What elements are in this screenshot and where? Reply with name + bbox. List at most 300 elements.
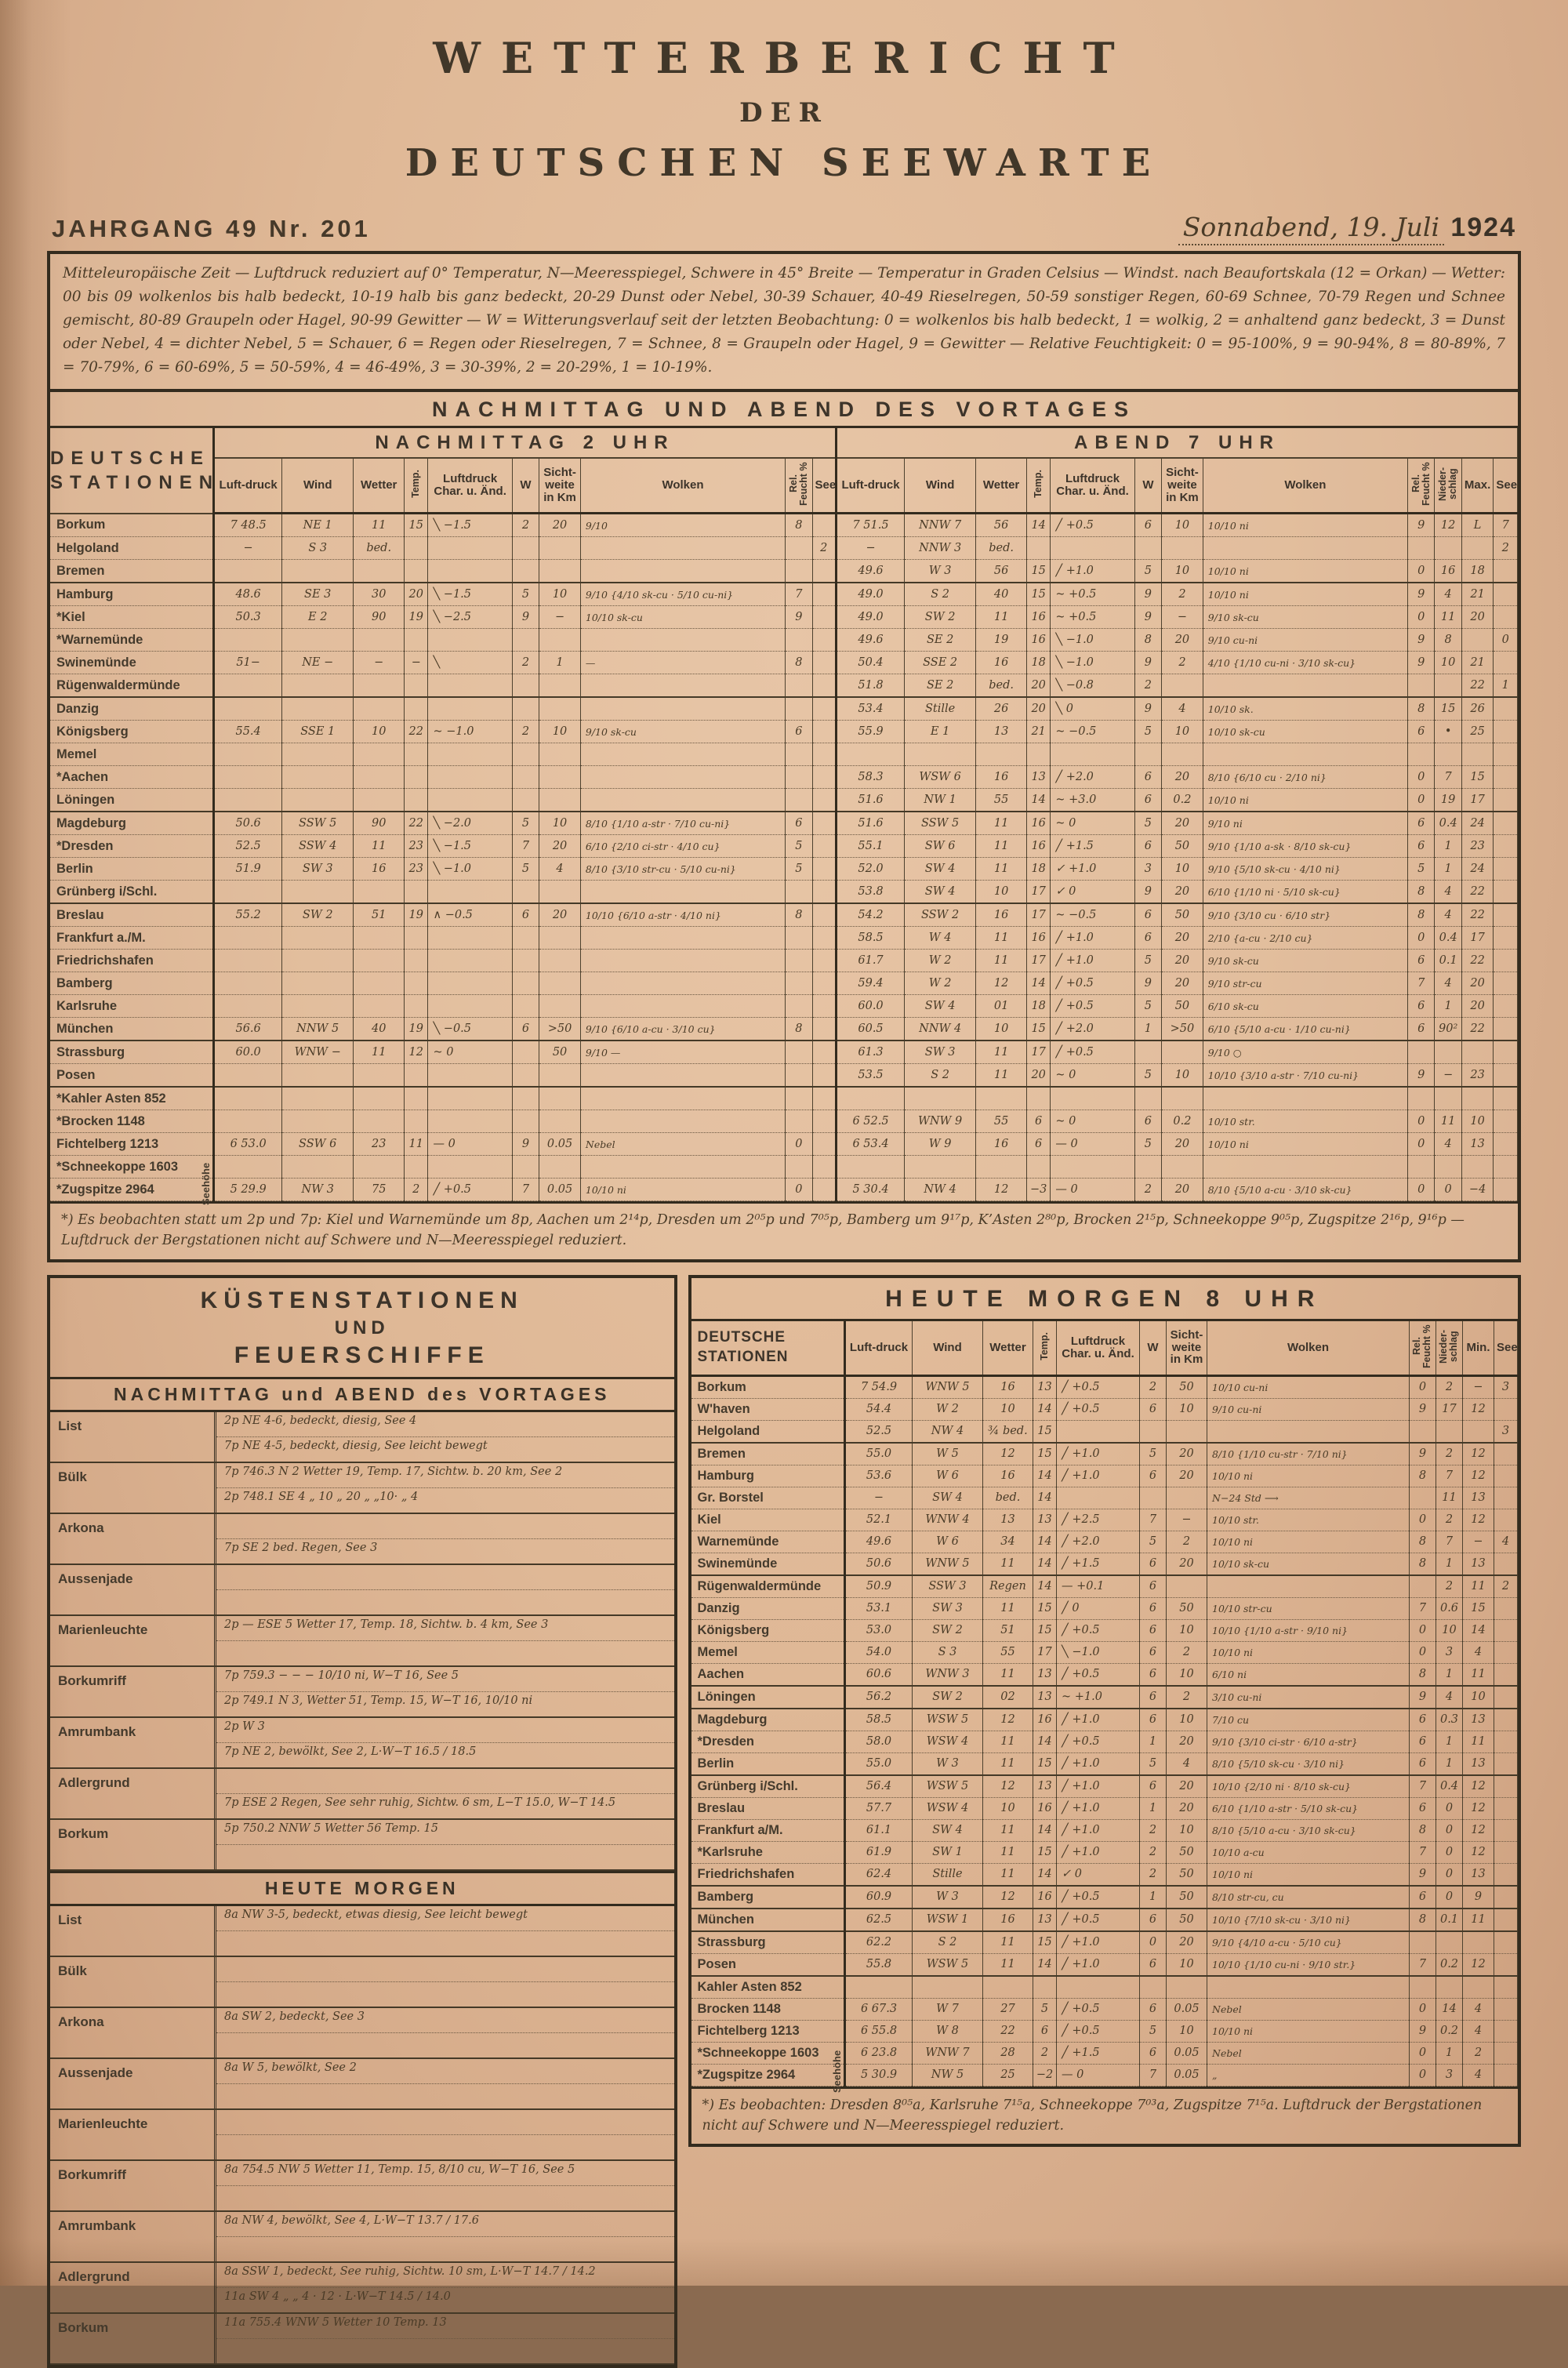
cell-luftdruck: 62.4 — [845, 1863, 913, 1886]
cell-temp: 15 — [1026, 560, 1050, 583]
cell-sicht: 20 — [539, 835, 581, 858]
cell-wetter: 11 — [976, 1064, 1027, 1088]
cell-wind — [905, 1156, 976, 1179]
cell-rel — [786, 1064, 812, 1088]
cell-see — [1494, 2064, 1518, 2086]
cell-min: 12 — [1463, 1841, 1494, 1863]
cell-wetter: 11 — [976, 1041, 1027, 1064]
cell-char: ╱ +1.0 — [1057, 1797, 1140, 1819]
station-row — [691, 1953, 1518, 1976]
cell-nieder: 2 — [1436, 1509, 1463, 1531]
station-row — [691, 1553, 1518, 1575]
cell-sicht: 2 — [1167, 1686, 1207, 1709]
col-header-max: Max. — [1461, 458, 1494, 514]
col-header-luftdruck: Luft-druck — [214, 458, 282, 514]
station-name: W'haven — [691, 1398, 845, 1420]
station-row — [691, 1531, 1518, 1553]
cell-sicht: 10 — [1162, 721, 1203, 743]
cell-luftdruck: 54.4 — [845, 1398, 913, 1420]
cell-wind: SW 2 — [913, 1619, 983, 1641]
cell-wolken: 3/10 cu-ni — [1207, 1686, 1410, 1709]
cell-rel: 7 — [1410, 1841, 1436, 1863]
cell-wind — [282, 789, 354, 812]
cell-w: 5 — [1134, 995, 1161, 1018]
cell-rel: 7 — [1410, 1597, 1436, 1619]
cell-wolken: 9/10 {1/10 a-sk · 8/10 sk-cu} — [1203, 835, 1407, 858]
cell-sicht: 10 — [539, 583, 581, 606]
cell-see — [1494, 652, 1518, 674]
cell-w: 6 — [1140, 1998, 1167, 2020]
cell-nieder: 0.1 — [1435, 950, 1461, 972]
station-row — [50, 583, 1518, 606]
cell-wetter: 16 — [976, 766, 1027, 789]
cell-w: 6 — [1134, 927, 1161, 950]
cell-wolken: 9/10 cu-ni — [1207, 1398, 1410, 1420]
cell-max: 20 — [1461, 995, 1494, 1018]
cell-sicht: 50 — [1162, 995, 1203, 1018]
cell-char: ╲ −1.5 — [428, 835, 512, 858]
cell-sicht: 4 — [1162, 697, 1203, 721]
cell-see — [1494, 995, 1518, 1018]
coastal-report-line — [216, 1769, 674, 1794]
cell-see — [1494, 1179, 1518, 1201]
cell-wolken: 10/10 ni — [1207, 1465, 1410, 1487]
cell-wind: NNW 3 — [905, 537, 976, 560]
cell-wetter — [354, 766, 405, 789]
cell-w: 9 — [1134, 606, 1161, 629]
cell-nieder: 1 — [1436, 1663, 1463, 1686]
cell-wind: SSW 6 — [282, 1133, 354, 1156]
cell-temp — [1033, 1976, 1057, 1999]
station-row — [691, 1797, 1518, 1819]
cell-rel — [786, 743, 812, 766]
cell-rel — [1408, 1156, 1435, 1179]
cell-temp: 14 — [1026, 972, 1050, 995]
cell-temp: 13 — [1033, 1375, 1057, 1398]
cell-max: 24 — [1461, 812, 1494, 835]
cell-sicht — [539, 629, 581, 652]
coastal-station-row — [50, 2161, 674, 2212]
cell-wolken: 10/10 sk-cu — [580, 606, 785, 629]
cell-w: 6 — [1134, 835, 1161, 858]
cell-max: 10 — [1461, 1110, 1494, 1133]
cell-wolken: 8/10 {5/10 a-cu · 3/10 sk-cu} — [1207, 1819, 1410, 1841]
cell-min: 11 — [1463, 1575, 1494, 1598]
cell-min: 14 — [1463, 1619, 1494, 1641]
cell-char — [1057, 1487, 1140, 1509]
cell-wind: SW 2 — [282, 903, 354, 927]
cell-wind: NW 4 — [913, 1420, 983, 1443]
cell-w — [1134, 1156, 1161, 1179]
stations-table-previous-day — [50, 428, 1518, 1206]
coastal-report-line — [216, 2110, 674, 2135]
date-handwritten: Sonnabend, 19. Juli — [1178, 212, 1444, 245]
cell-nieder: 7 — [1436, 1465, 1463, 1487]
cell-wetter: 56 — [976, 560, 1027, 583]
cell-w: 2 — [512, 721, 539, 743]
cell-wolken: 10/10 ni — [1203, 514, 1407, 537]
station-row — [50, 1133, 1518, 1156]
coastal-report-line: 8a SSW 1, bedeckt, See ruhig, Sichtw. 10 sm, L·W−T 14.7 / 14.2 — [216, 2263, 674, 2288]
cell-wolken — [1203, 1087, 1407, 1110]
cell-see — [1494, 950, 1518, 972]
cell-w: 6 — [1134, 766, 1161, 789]
cell-wolken: 10/10 ni — [1203, 789, 1407, 812]
cell-wolken: 9/10 {6/10 a-cu · 3/10 cu} — [580, 1018, 785, 1041]
cell-wind: NNW 5 — [282, 1018, 354, 1041]
cell-wind: W 2 — [905, 972, 976, 995]
cell-wetter: 11 — [976, 950, 1027, 972]
cell-nieder: 15 — [1435, 697, 1461, 721]
seehoehe-label: Seehöhe — [200, 1162, 212, 1206]
col-header-rel-label: Rel. Feucht % — [1411, 1324, 1433, 1368]
station-row — [691, 1641, 1518, 1663]
cell-min: 11 — [1463, 1909, 1494, 1931]
cell-w: 2 — [1134, 1179, 1161, 1201]
cell-rel: 0 — [1408, 1133, 1435, 1156]
cell-char — [1057, 1420, 1140, 1443]
cell-wetter: 11 — [983, 1841, 1033, 1863]
cell-w: 5 — [1134, 812, 1161, 835]
cell-nieder: 0.1 — [1436, 1909, 1463, 1931]
cell-char: ∧ −0.5 — [428, 903, 512, 927]
cell-luftdruck: 60.6 — [845, 1663, 913, 1686]
cell-w — [1134, 743, 1161, 766]
cell-char: ╱ +1.0 — [1057, 1953, 1140, 1976]
col-header-char: Luftdruck Char. u. Änd. — [1057, 1321, 1140, 1376]
cell-w: 5 — [512, 858, 539, 881]
cell-char: ╱ +0.5 — [1051, 995, 1134, 1018]
station-row — [691, 1731, 1518, 1752]
cell-char: ╱ +2.5 — [1057, 1509, 1140, 1531]
cell-wind: SSW 5 — [905, 812, 976, 835]
cell-see — [812, 1179, 836, 1201]
cell-wetter — [354, 1110, 405, 1133]
cell-char: ~ 0 — [1051, 1110, 1134, 1133]
coastal-station-name: Bülk — [50, 1463, 216, 1513]
cell-temp: 18 — [1026, 858, 1050, 881]
cell-sicht: 10 — [1167, 2020, 1207, 2042]
coastal-station-name: List — [50, 1412, 216, 1462]
cell-nieder: 11 — [1435, 1110, 1461, 1133]
cell-temp: 20 — [405, 583, 428, 606]
cell-see — [1494, 1465, 1518, 1487]
cell-wind: W 9 — [905, 1133, 976, 1156]
col-header-wetter: Wetter — [354, 458, 405, 514]
cell-rel: 8 — [1410, 1553, 1436, 1575]
cell-char — [1051, 1156, 1134, 1179]
cell-min: 11 — [1463, 1731, 1494, 1752]
cell-rel: 6 — [1408, 835, 1435, 858]
station-row — [691, 1575, 1518, 1598]
cell-temp: 15 — [1033, 1443, 1057, 1465]
cell-see: 2 — [812, 537, 836, 560]
station-name: Rügenwaldermünde — [691, 1575, 845, 1598]
cell-see — [1494, 1775, 1518, 1798]
cell-wolken: 8/10 {1/10 a-str · 7/10 cu-ni} — [580, 812, 785, 835]
cell-w — [512, 537, 539, 560]
cell-min: 4 — [1463, 1998, 1494, 2020]
cell-wetter: 10 — [976, 1018, 1027, 1041]
stations-column-header: DEUTSCHE STATIONEN — [691, 1321, 845, 1376]
coastal-report-line — [216, 2186, 674, 2210]
cell-w: 6 — [1140, 1619, 1167, 1641]
cell-see — [812, 927, 836, 950]
col-header-nieder-label: Nieder-schlag — [1438, 1329, 1460, 1364]
cell-wetter: 26 — [976, 697, 1027, 721]
cell-w — [512, 1087, 539, 1110]
cell-max: 15 — [1461, 766, 1494, 789]
col-header-wind: Wind — [913, 1321, 983, 1376]
cell-wind: SSW 4 — [282, 835, 354, 858]
cell-w: 5 — [1140, 1443, 1167, 1465]
cell-w: 6 — [1140, 1663, 1167, 1686]
cell-wetter: 55 — [983, 1641, 1033, 1663]
cell-temp: 15 — [1033, 1931, 1057, 1954]
cell-w: 6 — [1134, 789, 1161, 812]
cell-max: 23 — [1461, 1064, 1494, 1088]
cell-nieder: 0.2 — [1436, 2020, 1463, 2042]
cell-rel: 6 — [1408, 950, 1435, 972]
cell-wetter — [354, 1087, 405, 1110]
cell-wetter: 11 — [983, 1731, 1033, 1752]
station-row — [50, 812, 1518, 835]
cell-wolken: 10/10 sk-cu — [1203, 721, 1407, 743]
cell-wetter: 11 — [354, 1041, 405, 1064]
cell-temp: 17 — [1026, 903, 1050, 927]
col-header-temp — [405, 458, 428, 514]
coastal-report-line — [216, 1931, 674, 1956]
cell-w — [512, 1156, 539, 1179]
cell-max: 17 — [1461, 789, 1494, 812]
station-name: Posen — [50, 1064, 214, 1088]
cell-wetter — [354, 972, 405, 995]
cell-see — [812, 1018, 836, 1041]
cell-wolken: 10/10 sk. — [1203, 697, 1407, 721]
cell-char: — +0.1 — [1057, 1575, 1140, 1598]
coastal-report-lines — [216, 1906, 674, 1956]
cell-temp: 6 — [1026, 1133, 1050, 1156]
cell-wind: WSW 5 — [913, 1709, 983, 1731]
col-header-sicht: Sicht-weite in Km — [1162, 458, 1203, 514]
station-name: Breslau — [50, 903, 214, 927]
cell-wind: W 8 — [913, 2020, 983, 2042]
cell-rel: 6 — [1408, 812, 1435, 835]
coastal-station-row — [50, 1565, 674, 1616]
cell-see — [1494, 1018, 1518, 1041]
cell-w: 5 — [1134, 1133, 1161, 1156]
cell-nieder — [1436, 1931, 1463, 1954]
cell-min: 13 — [1463, 1709, 1494, 1731]
cell-nieder: 4 — [1435, 583, 1461, 606]
cell-rel: 9 — [1408, 514, 1435, 537]
cell-wind: SW 3 — [282, 858, 354, 881]
cell-see — [1494, 721, 1518, 743]
cell-w: 5 — [1134, 721, 1161, 743]
coastal-morning-banner: HEUTE MORGEN — [50, 1871, 674, 1906]
cell-wetter: 12 — [983, 1443, 1033, 1465]
cell-see — [812, 1156, 836, 1179]
cell-w: 9 — [1134, 697, 1161, 721]
cell-nieder: 1 — [1435, 995, 1461, 1018]
cell-min: − — [1463, 1375, 1494, 1398]
cell-sicht: 1 — [539, 652, 581, 674]
coastal-report-lines — [216, 2110, 674, 2159]
cell-sicht: 20 — [1162, 881, 1203, 904]
cell-luftdruck: 55.2 — [214, 903, 282, 927]
cell-wind: WNW 4 — [913, 1509, 983, 1531]
cell-see — [1494, 1398, 1518, 1420]
cell-wolken: 9/10 {5/10 sk-cu · 4/10 ni} — [1203, 858, 1407, 881]
cell-rel — [1410, 1976, 1436, 1999]
cell-wind: SE 2 — [905, 674, 976, 698]
coastal-station-name: Arkona — [50, 2008, 216, 2057]
cell-see — [812, 697, 836, 721]
cell-char: ~ +3.0 — [1051, 789, 1134, 812]
cell-see — [1494, 606, 1518, 629]
station-name: Karlsruhe — [50, 995, 214, 1018]
cell-rel — [1408, 674, 1435, 698]
coastal-report-line: 7p 759.3 − − − 10/10 ni, W−T 16, See 5 — [216, 1667, 674, 1692]
cell-luftdruck: 51− — [214, 652, 282, 674]
coastal-station-name: Borkumriff — [50, 2161, 216, 2210]
cell-rel — [786, 1110, 812, 1133]
cell-wetter: 11 — [983, 1752, 1033, 1775]
cell-luftdruck: 51.6 — [836, 812, 904, 835]
coastal-report-line — [216, 2237, 674, 2261]
cell-temp: 15 — [1026, 583, 1050, 606]
cell-wetter: 10 — [983, 1398, 1033, 1420]
station-row — [50, 697, 1518, 721]
cell-temp — [405, 674, 428, 698]
cell-min: 12 — [1463, 1509, 1494, 1531]
cell-wolken: 9/10 sk-cu — [1203, 606, 1407, 629]
cell-wolken: 8/10 {6/10 cu · 2/10 ni} — [1203, 766, 1407, 789]
cell-wolken: — — [580, 652, 785, 674]
cell-w: 6 — [1140, 1553, 1167, 1575]
cell-temp: 15 — [1026, 1018, 1050, 1041]
cell-temp: 15 — [1033, 1619, 1057, 1641]
cell-w: 6 — [1134, 903, 1161, 927]
cell-char: ~ 0 — [1051, 1064, 1134, 1088]
cell-wetter: − — [354, 652, 405, 674]
cell-wolken: 10/10 str. — [1207, 1509, 1410, 1531]
cell-rel: 8 — [1408, 697, 1435, 721]
cell-wetter: 11 — [983, 1953, 1033, 1976]
cell-sicht — [539, 927, 581, 950]
cell-temp — [405, 537, 428, 560]
cell-luftdruck: 6 23.8 — [845, 2042, 913, 2064]
cell-temp: 14 — [1033, 1398, 1057, 1420]
cell-char: ╱ +1.0 — [1057, 1465, 1140, 1487]
cell-wolken — [1203, 537, 1407, 560]
station-row — [691, 1886, 1518, 1909]
station-name: *Kiel — [50, 606, 214, 629]
cell-rel — [786, 766, 812, 789]
cell-temp: 18 — [1026, 652, 1050, 674]
cell-wolken: 10/10 {2/10 ni · 8/10 sk-cu} — [1207, 1775, 1410, 1798]
cell-max: 26 — [1461, 697, 1494, 721]
cell-see — [812, 514, 836, 537]
cell-nieder: 8 — [1435, 629, 1461, 652]
cell-temp: 5 — [1033, 1998, 1057, 2020]
cell-char — [428, 881, 512, 904]
coastal-station-name: Adlergrund — [50, 2263, 216, 2312]
cell-luftdruck — [214, 697, 282, 721]
cell-temp: 13 — [1033, 1663, 1057, 1686]
station-name: Helgoland — [50, 537, 214, 560]
cell-wolken: 10/10 str-cu — [1207, 1597, 1410, 1619]
cell-temp: 16 — [1033, 1797, 1057, 1819]
coastal-report-lines — [216, 1769, 674, 1818]
cell-char: ╱ +1.5 — [1051, 835, 1134, 858]
cell-see: 7 — [1494, 514, 1518, 537]
cell-see — [1494, 2042, 1518, 2064]
col-header-temp-label: Temp. — [1033, 470, 1044, 499]
cell-rel: 9 — [1408, 583, 1435, 606]
cell-wolken — [580, 789, 785, 812]
cell-wolken: 9/10 str-cu — [1203, 972, 1407, 995]
cell-wind — [282, 995, 354, 1018]
station-name: Frankfurt a./M. — [50, 927, 214, 950]
cell-see — [1494, 1998, 1518, 2020]
cell-sicht: 50 — [1162, 835, 1203, 858]
cell-char — [428, 789, 512, 812]
cell-rel — [786, 972, 812, 995]
cell-wind: SW 6 — [905, 835, 976, 858]
cell-luftdruck: 48.6 — [214, 583, 282, 606]
cell-wind: SW 4 — [913, 1819, 983, 1841]
cell-see — [1494, 1597, 1518, 1619]
cell-luftdruck — [214, 1087, 282, 1110]
cell-wolken: 9/10 sk-cu — [1203, 950, 1407, 972]
cell-rel: 0 — [1408, 1110, 1435, 1133]
cell-temp: 14 — [1026, 514, 1050, 537]
cell-sicht: 10 — [1162, 858, 1203, 881]
cell-w: 5 — [1134, 950, 1161, 972]
station-name: Helgoland — [691, 1420, 845, 1443]
station-name: Hamburg — [50, 583, 214, 606]
cell-rel: 8 — [786, 514, 812, 537]
cell-sicht: 20 — [539, 514, 581, 537]
cell-temp: 2 — [405, 1179, 428, 1201]
cell-wolken: 7/10 cu — [1207, 1709, 1410, 1731]
cell-w: 6 — [1140, 1575, 1167, 1598]
cell-luftdruck: − — [845, 1487, 913, 1509]
cell-char: ╱ +2.0 — [1051, 1018, 1134, 1041]
date-year: 1924 — [1450, 212, 1516, 242]
cell-rel: 9 — [1410, 2020, 1436, 2042]
cell-see — [812, 812, 836, 835]
cell-char: ╲ −1.0 — [1051, 629, 1134, 652]
cell-w: 6 — [1140, 1686, 1167, 1709]
col-header-nieder — [1435, 458, 1461, 514]
cell-wetter: 10 — [354, 721, 405, 743]
cell-char: — 0 — [1051, 1133, 1134, 1156]
cell-wind: WNW 9 — [905, 1110, 976, 1133]
cell-wind: W 3 — [913, 1752, 983, 1775]
sheet — [47, 22, 1521, 2368]
cell-max — [1461, 1156, 1494, 1179]
cell-see — [1494, 1487, 1518, 1509]
cell-w — [512, 950, 539, 972]
cell-rel — [1410, 1420, 1436, 1443]
cell-nieder: • — [1435, 721, 1461, 743]
cell-luftdruck: 60.0 — [836, 995, 904, 1018]
cell-wind — [905, 743, 976, 766]
cell-wetter — [354, 629, 405, 652]
cell-rel: 6 — [786, 812, 812, 835]
